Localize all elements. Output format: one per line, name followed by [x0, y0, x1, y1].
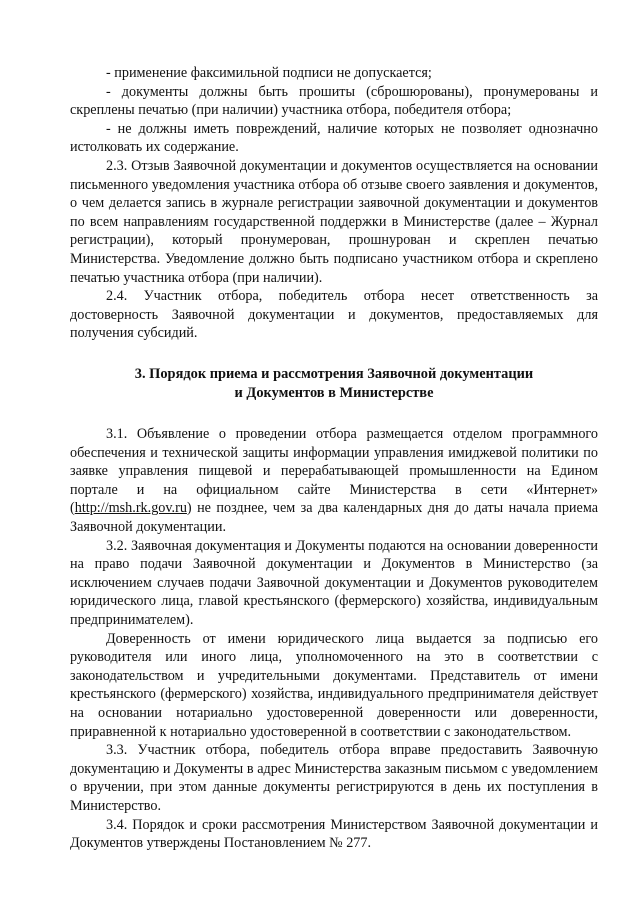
- paragraph-proxy: Доверенность от имени юридического лица выдается за подписью его руководителя или иного лица, уполномоченного на это в соответствии с законодательством и учредительными документами. Представитель от имени крестьянского (фермерского) хозяйства, индивидуального предпринимателя действует на основании нотариально удостоверенной доверенности или доверенности, приравненной к нотариально удостоверенной в соответствии с законодательством.: [70, 630, 598, 740]
- list-item-binding: - документы должны быть прошиты (сброшюрованы), пронумерованы и скреплены печатью (при наличии) участника отбора, победителя отбора;: [70, 83, 598, 119]
- spacer: [70, 343, 598, 365]
- paragraph-2-4: 2.4. Участник отбора, победитель отбора несет ответственность за достоверность Заявочной документации и документов, предоставляемых для получения субсидий.: [70, 288, 598, 342]
- section-heading-line-1: 3. Порядок приема и рассмотрения Заявочной документации: [134, 365, 534, 382]
- ministry-site-link[interactable]: http://msh.rk.gov.ru: [74, 500, 187, 517]
- spacer: [70, 402, 598, 425]
- paragraph-3-1: [70, 425, 598, 537]
- paragraph-3-1-text-start: 3.1. Объявление о проведении отбора размещается отделом программного обеспечения и технической защиты информации управления имиджевой политики по заявке управления пищевой и перерабатывающей промышленности на Едином портале и на официальном сайте Министерства в сети «Интернет» (: [70, 426, 598, 517]
- paragraph-3-4: 3.4. Порядок и сроки рассмотрения Министерством Заявочной документации и Документов утверждены Постановлением № 277.: [70, 816, 598, 852]
- paragraph-2-3: 2.3. Отзыв Заявочной документации и документов осуществляется на основании письменного уведомления участника отбора об отзыве своего заявления и документов, о чем делается запись в журнале регистрации заявочной документации и документов по всем направлениям государственной поддержки в Министерстве (далее – Журнал регистрации), который пронумерован, прошнурован и скреплен печатью Министерства. Уведомление должно быть подписано участником отбора и скреплено печатью участника отбора (при наличии).: [70, 157, 598, 286]
- paragraph-3-2: 3.2. Заявочная документация и Документы подаются на основании доверенности на право подачи Заявочной документации и Документов в Министерство (за исключением случаев подачи Заявочной документации и Документов руководителем юридического лица, главой крестьянского (фермерского) хозяйства, индивидуальным предпринимателем).: [70, 537, 598, 629]
- list-item-no-damage: - не должны иметь повреждений, наличие которых не позволяет однозначно истолковать их содержание.: [70, 120, 598, 156]
- paragraph-3-3: 3.3. Участник отбора, победитель отбора вправе предоставить Заявочную документацию и Документы в адрес Министерства заказным письмом с уведомлением о вручении, при этом данные документы регистрируются в день их поступления в Министерство.: [70, 742, 598, 814]
- section-heading-line-2: и Документов в Министерстве: [234, 384, 434, 401]
- paragraph-3-1-text-end: ) не позднее, чем за два календарных дня до даты начала приема Заявочной документации.: [70, 500, 598, 536]
- list-item-facsimile: - применение факсимильной подписи не допускается;: [106, 65, 432, 81]
- section-3-heading: [70, 365, 598, 402]
